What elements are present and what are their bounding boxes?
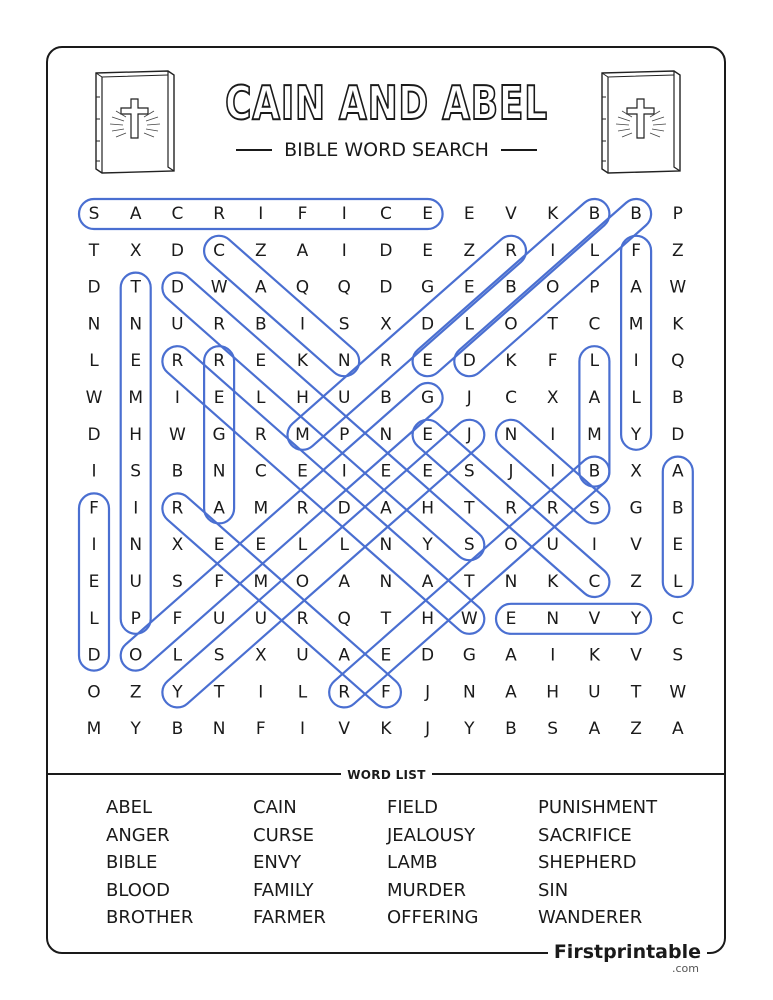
grid-cell[interactable]: R [213,351,226,372]
grid-cell[interactable]: I [174,388,180,408]
word-list-item: BLOOD [106,879,170,901]
grid-cell[interactable]: L [589,240,600,261]
grid-cell[interactable]: H [129,424,143,445]
grid-cell[interactable]: T [130,277,141,298]
grid-cell[interactable]: O [87,682,101,703]
word-list-item: FAMILY [253,879,314,901]
grid-cell[interactable]: X [254,645,267,666]
grid-cell[interactable]: I [550,461,556,482]
found-word-family [621,236,651,450]
grid-cell[interactable]: X [630,461,642,482]
grid-cell[interactable]: A [505,682,517,703]
grid-cell[interactable]: T [380,608,392,629]
grid-cell[interactable]: F [255,719,266,740]
grid-cell[interactable]: D [671,424,685,445]
word-list-item: CURSE [253,824,315,846]
grid-cell[interactable]: T [630,682,642,703]
grid-cell[interactable]: C [588,572,601,592]
grid-cell[interactable]: Z [630,719,642,740]
grid-cell[interactable]: D [87,277,101,298]
grid-cell[interactable]: U [171,314,184,335]
grid-cell[interactable]: D [87,645,101,666]
grid-cell[interactable]: E [463,204,475,224]
grid-cell[interactable]: V [588,608,601,629]
word-list-item: LAMB [387,852,438,873]
grid-cell[interactable]: I [591,535,597,556]
grid-cell[interactable]: E [213,388,225,408]
found-word-farmer [156,487,407,713]
grid-cell[interactable]: F [172,608,183,629]
grid-cell[interactable]: I [258,204,264,224]
grid-cell[interactable]: L [89,608,99,629]
grid-cell[interactable]: I [91,535,97,556]
grid-cell[interactable]: W [210,277,228,298]
grid-cell[interactable]: E [422,204,433,224]
grid-cell[interactable]: E [422,424,433,445]
grid-cell[interactable]: N [504,572,518,592]
word-list-item: ANGER [106,824,170,846]
grid-cell[interactable]: P [130,608,141,629]
grid-cell[interactable]: O [546,277,560,298]
grid-cell[interactable]: J [425,719,431,740]
grid-cell[interactable]: B [505,719,517,740]
grid-cell[interactable]: I [133,498,139,519]
word-list-item: WANDERER [538,907,643,928]
grid-cell[interactable]: A [505,645,517,666]
word-list-heading [0,764,773,783]
grid-cell[interactable]: U [212,608,226,629]
grid-cell[interactable]: N [337,351,351,372]
grid-cell[interactable]: A [254,277,267,298]
grid-cell[interactable]: U [337,388,351,408]
grid-cell[interactable]: Z [630,572,642,592]
grid-cell[interactable]: M [86,719,102,740]
grid-cell[interactable]: E [255,535,267,556]
grid-cell[interactable]: N [379,535,393,556]
grid-cell[interactable]: W [460,608,478,629]
grid-cell[interactable]: F [381,682,391,703]
grid-cell[interactable]: P [589,277,600,298]
grid-cell[interactable]: R [296,608,309,629]
word-list-item: SHEPHERD [538,852,637,873]
grid-cell[interactable]: N [546,608,560,629]
grid-cell[interactable]: A [213,498,225,519]
grid-cell[interactable]: T [464,572,475,592]
grid-cell[interactable]: R [505,498,517,519]
grid-cell[interactable]: E [380,461,392,482]
grid-cell[interactable]: E [505,608,517,629]
grid-cell[interactable]: I [299,719,306,740]
grid-cell[interactable]: I [299,314,306,335]
grid-cell[interactable]: C [505,388,517,408]
word-list-item: ENVY [253,852,302,873]
grid-cell[interactable]: I [341,240,347,261]
grid-cell[interactable]: K [672,314,684,335]
word-list-item: FIELD [387,797,438,818]
grid-cell[interactable]: O [295,572,310,592]
grid-cell[interactable]: X [129,240,142,261]
grid-cell[interactable]: O [504,535,518,556]
grid-cell[interactable]: J [425,682,431,703]
grid-cell[interactable]: Q [337,277,351,298]
grid-cell[interactable]: R [213,204,226,224]
grid-cell[interactable]: I [258,682,264,703]
grid-cell[interactable]: H [296,388,309,408]
grid-cell[interactable]: G [212,424,226,445]
grid-cell[interactable]: B [630,204,642,224]
grid-cell[interactable]: A [421,572,434,592]
grid-cell[interactable]: O [504,314,518,335]
grid-cell[interactable]: M [295,424,310,445]
grid-cell[interactable]: U [296,645,309,666]
grid-cell[interactable]: D [462,351,476,372]
grid-cell[interactable]: W [669,682,687,703]
grid-cell[interactable]: E [213,535,225,556]
grid-cell[interactable]: X [380,314,392,335]
grid-cell[interactable]: H [546,682,560,703]
grid-cell[interactable]: I [550,424,556,445]
grid-cell[interactable]: A [338,645,351,666]
grid-cell[interactable]: J [466,424,472,445]
found-word-envy [496,604,651,634]
word-list-item: BIBLE [106,852,158,873]
grid-cell[interactable]: D [379,240,393,261]
grid-cell[interactable]: N [129,535,143,556]
grid-cell[interactable]: B [380,388,392,408]
subtitle-text: BIBLE WORD SEARCH [284,139,489,161]
grid-cell[interactable]: L [631,388,641,408]
grid-cell[interactable]: Q [337,608,351,629]
grid-cell[interactable]: S [130,461,142,482]
word-list-item: CAIN [253,797,297,818]
grid-cell[interactable]: H [421,498,434,519]
grid-cell[interactable]: K [505,351,517,372]
grid-cell[interactable]: D [379,277,393,298]
grid-cell[interactable]: D [170,277,184,298]
grid-cell[interactable]: R [213,314,226,335]
word-list-item: FARMER [253,907,326,928]
brand-logo: Firstprintable [548,941,707,963]
grid-cell[interactable]: I [550,645,556,666]
grid-cell[interactable]: C [213,240,226,261]
grid-cell[interactable]: S [88,204,100,224]
grid-cell[interactable]: L [172,645,183,666]
grid-cell[interactable]: R [546,498,559,519]
grid-cell[interactable]: B [588,204,601,224]
grid-cell[interactable]: T [464,498,475,519]
grid-cell[interactable]: B [171,461,184,482]
found-word-jealousy [156,414,490,714]
grid-cell[interactable]: E [422,240,433,261]
grid-cell[interactable]: N [129,314,143,335]
grid-cell[interactable]: C [671,608,684,629]
grid-cell[interactable]: R [338,682,351,703]
grid-cell[interactable]: E [297,461,308,482]
grid-cell[interactable]: Y [172,682,183,703]
grid-cell[interactable]: S [172,572,183,592]
grid-cell[interactable]: M [253,498,269,519]
grid-cell[interactable]: E [130,351,142,372]
grid-cell[interactable]: B [671,498,684,519]
grid-cell[interactable]: S [338,314,350,335]
grid-cell[interactable]: B [254,314,267,335]
grid-cell[interactable]: F [89,498,99,519]
grid-cell[interactable]: Y [464,719,475,740]
grid-cell[interactable]: I [341,461,347,482]
grid-cell[interactable]: P [339,424,350,445]
grid-cell[interactable]: X [171,535,184,556]
grid-cell[interactable]: L [256,388,266,408]
grid-cell[interactable]: T [88,240,100,261]
grid-cell[interactable]: Z [671,240,684,261]
grid-cell[interactable]: L [297,535,308,556]
word-list [106,797,698,930]
grid-cell[interactable]: E [672,535,684,556]
grid-cell[interactable]: L [589,351,600,372]
grid-cell[interactable]: A [588,719,601,740]
grid-cell[interactable]: S [463,461,475,482]
grid-cell[interactable]: S [463,535,475,556]
grid-cell[interactable]: M [587,424,602,445]
word-list-title: WORD LIST [341,768,431,782]
grid-cell[interactable]: I [633,351,639,372]
grid-cell[interactable]: V [338,719,351,740]
grid-cell[interactable]: C [171,204,184,224]
found-word-offering [115,377,449,677]
grid-cell[interactable]: D [421,645,435,666]
word-list-item: SACRIFICE [538,824,632,846]
grid-cell[interactable]: U [254,608,268,629]
grid-cell[interactable]: E [380,645,392,666]
grid-cell[interactable]: N [379,424,393,445]
grid-cell[interactable]: K [547,572,559,592]
grid-cell[interactable]: F [214,572,224,592]
grid-cell[interactable]: E [422,351,433,372]
grid-cell[interactable]: E [255,351,267,372]
grid-cell[interactable]: G [421,277,435,298]
grid-cell[interactable]: G [421,388,435,408]
grid-cell[interactable]: L [89,351,99,372]
grid-cell[interactable]: F [631,240,641,261]
grid-cell[interactable]: Z [463,240,476,261]
found-word-shepherd [156,266,490,566]
found-word-murder [281,230,532,456]
grid-cell[interactable]: L [464,314,475,335]
grid-cell[interactable]: R [379,351,392,372]
grid-cell[interactable]: A [338,572,351,592]
grid-cell[interactable]: D [337,498,351,519]
grid-cell[interactable]: V [630,535,642,556]
grid-cell[interactable]: R [171,498,184,519]
grid-cell[interactable]: I [341,204,347,224]
grid-cell[interactable]: E [463,277,475,298]
grid-cell[interactable]: D [421,314,435,335]
grid-cell[interactable]: M [253,572,269,592]
grid-cell[interactable]: C [254,461,267,482]
grid-cell[interactable]: O [129,645,143,666]
grid-cell[interactable]: Z [129,682,142,703]
grid-cell[interactable]: M [628,314,644,335]
word-list-item: JEALOUSY [387,824,476,846]
word-list-item: PUNISHMENT [538,797,658,818]
word-list-item: SIN [538,879,569,901]
word-list-item: ABEL [106,797,153,818]
grid-cell[interactable]: L [339,535,349,556]
grid-cell[interactable]: A [671,719,684,740]
grid-cell[interactable]: K [588,645,600,666]
grid-cell[interactable]: R [505,240,517,261]
grid-cell[interactable]: E [422,461,433,482]
grid-cell[interactable]: A [630,277,642,298]
grid-cell[interactable]: B [588,461,601,482]
grid-cell[interactable]: N [212,719,226,740]
grid-cell[interactable]: J [466,388,472,408]
grid-cell[interactable]: Y [422,535,433,556]
grid-cell[interactable]: I [550,240,556,261]
grid-cell[interactable]: N [504,424,518,445]
grid-cell[interactable]: N [462,682,476,703]
grid-cell[interactable]: A [296,240,309,261]
grid-cell[interactable]: T [547,314,558,335]
page-title: CAIN AND ABEL [225,76,548,130]
grid-cell[interactable]: V [630,645,642,666]
grid-cell[interactable]: A [380,498,392,519]
grid-cell[interactable]: S [672,645,684,666]
grid-cell[interactable]: F [547,351,558,372]
grid-cell[interactable]: C [379,204,392,224]
grid-cell[interactable]: R [254,424,267,445]
grid-cell[interactable]: I [91,461,97,482]
grid-cell[interactable]: Q [295,277,310,298]
grid-cell[interactable]: U [129,572,142,592]
grid-cell[interactable]: L [297,682,308,703]
brand-suffix: .com [672,962,699,975]
grid-cell[interactable]: B [671,388,684,408]
grid-cell[interactable]: G [462,645,476,666]
grid-cell[interactable]: K [380,719,392,740]
grid-cell[interactable]: U [588,682,601,703]
found-word-wanderer [156,340,490,640]
grid-cell[interactable]: U [546,535,559,556]
word-list-item: BROTHER [106,907,194,928]
grid-cell[interactable]: N [87,314,101,335]
grid-cell[interactable]: Z [254,240,267,261]
grid-cell[interactable]: R [171,351,184,372]
grid-cell[interactable]: F [297,204,308,224]
grid-cell[interactable]: Y [130,719,141,740]
grid-cell[interactable]: B [505,277,517,298]
grid-cell[interactable]: J [508,461,514,482]
grid-cell[interactable]: X [546,388,559,408]
grid-cell[interactable]: W [85,388,103,408]
grid-cell[interactable]: Y [630,608,642,629]
grid-cell[interactable]: A [588,388,601,408]
word-list-item: MURDER [387,879,466,901]
grid-cell[interactable]: C [588,314,601,335]
grid-cell[interactable]: B [171,719,184,740]
grid-cell[interactable]: A [671,461,684,482]
grid-cell[interactable]: W [669,277,687,298]
grid-cell[interactable]: S [589,498,600,519]
grid-cell[interactable]: N [212,461,226,482]
grid-cell[interactable]: W [168,424,186,445]
grid-cell[interactable]: S [547,719,559,740]
grid-cell[interactable]: K [547,204,559,224]
grid-cell[interactable]: Q [671,351,685,372]
grid-cell[interactable]: N [379,572,393,592]
grid-cell[interactable]: E [88,572,100,592]
word-list-item: OFFERING [387,907,479,928]
grid-cell[interactable]: R [296,498,309,519]
grid-cell[interactable]: T [213,682,225,703]
grid-cell[interactable]: D [170,240,184,261]
grid-cell[interactable]: D [87,424,101,445]
grid-cell[interactable]: Y [630,424,642,445]
grid-cell[interactable]: V [505,204,517,224]
grid-cell[interactable]: P [672,204,683,224]
grid-cell[interactable]: G [629,498,643,519]
grid-cell[interactable]: K [296,351,309,372]
grid-cell[interactable]: H [421,608,434,629]
grid-cell[interactable]: S [213,645,225,666]
grid-cell[interactable]: M [128,388,144,408]
grid-cell[interactable]: L [673,572,683,592]
grid-cell[interactable]: A [129,204,142,224]
